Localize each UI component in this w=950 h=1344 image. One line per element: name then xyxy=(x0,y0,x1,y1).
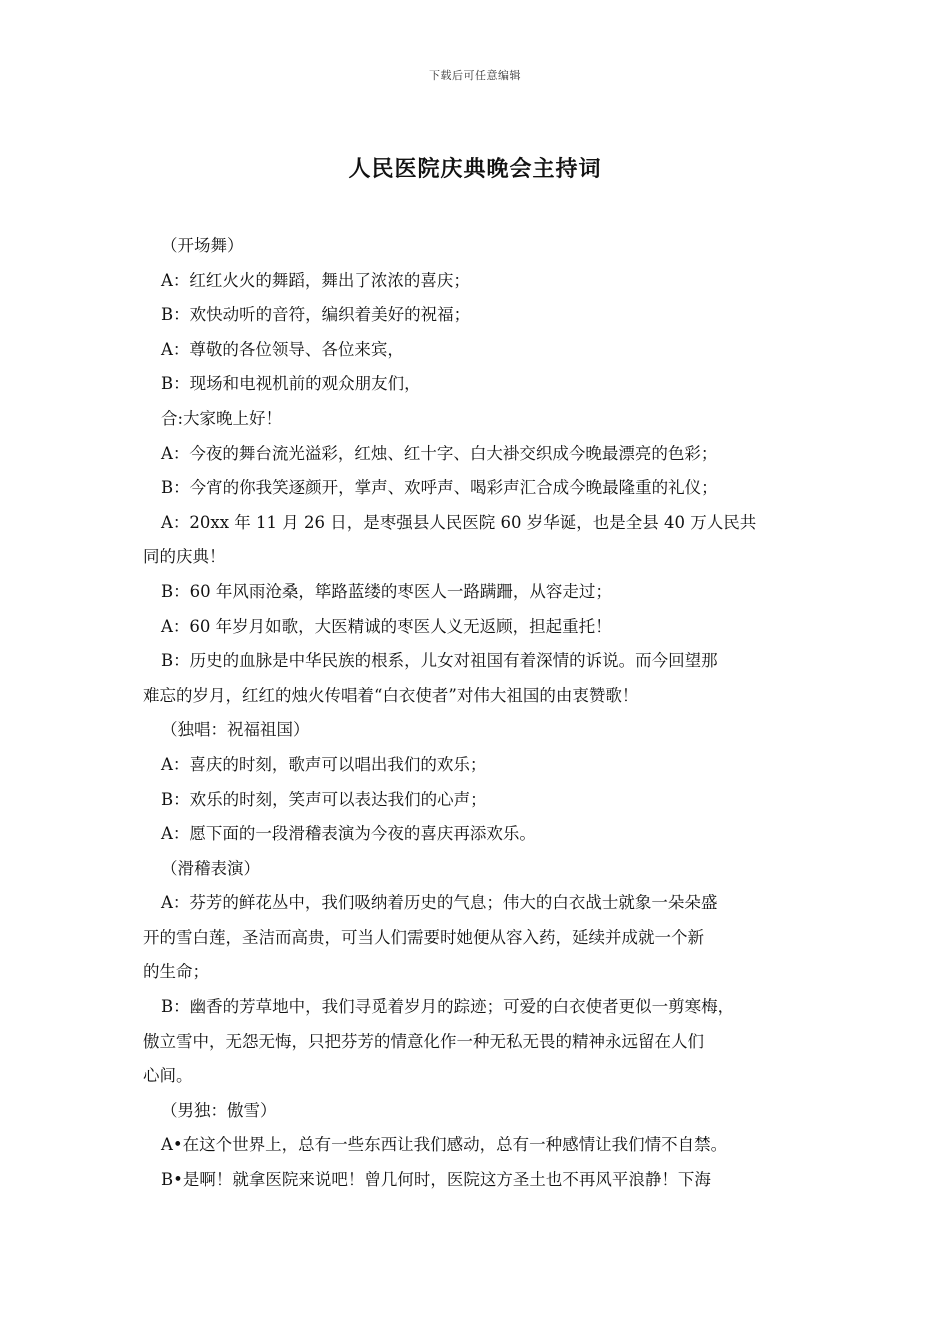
text-line: A：60 年岁月如歌，大医精诚的枣医人义无返顾，担起重托！ xyxy=(161,616,612,636)
text-line: （滑稽表演） xyxy=(161,858,260,878)
header-note: 下载后可任意编辑 xyxy=(429,69,521,82)
text-line: （男独：傲雪） xyxy=(161,1100,277,1120)
document-body xyxy=(143,229,823,1198)
text-line: B：现场和电视机前的观众朋友们， xyxy=(161,374,421,394)
text-line: 开的雪白莲，圣洁而高贵，可当人们需要时她便从容入药，延续并成就一个新 xyxy=(143,927,704,947)
text-line: B：欢快动听的音符，编织着美好的祝福； xyxy=(161,305,471,325)
text-line: B：60 年风雨沧桑，筚路蓝缕的枣医人一路蹒跚，从容走过； xyxy=(161,581,612,601)
text-line: 难忘的岁月，红红的烛火传唱着“白衣使者”对伟大祖国的由衷赞歌！ xyxy=(143,685,639,705)
text-line: B•是啊！就拿医院来说吧！曾几何时，医院这方圣土也不再风平浪静！下海 xyxy=(161,1170,711,1190)
text-line: A•在这个世界上，总有一些东西让我们感动，总有一种感情让我们情不自禁。 xyxy=(161,1135,728,1155)
text-line: A：今夜的舞台流光溢彩，红烛、红十字、白大褂交织成今晚最漂亮的色彩； xyxy=(161,443,718,463)
text-line: 心间。 xyxy=(143,1066,193,1086)
text-line: 合:大家晚上好！ xyxy=(161,408,283,428)
text-line: 同的庆典！ xyxy=(143,547,226,567)
document-title: 人民医院庆典晚会主持词 xyxy=(348,156,602,182)
text-line: B：今宵的你我笑逐颜开，掌声、欢呼声、喝彩声汇合成今晚最隆重的礼仪； xyxy=(161,478,718,498)
text-line: A：尊敬的各位领导、各位来宾， xyxy=(161,339,404,359)
text-line: A：芬芳的鲜花丛中，我们吸纳着历史的气息；伟大的白衣战士就象一朵朵盛 xyxy=(161,893,718,913)
text-line: B：欢乐的时刻，笑声可以表达我们的心声； xyxy=(161,789,487,809)
text-line: 的生命； xyxy=(143,962,209,982)
text-line: 傲立雪中，无怨无悔，只把芬芳的情意化作一种无私无畏的精神永远留在人们 xyxy=(143,1031,704,1051)
text-line: A：愿下面的一段滑稽表演为今夜的喜庆再添欢乐。 xyxy=(161,824,536,844)
text-line: （开场舞） xyxy=(161,236,244,255)
text-line: A：20xx 年 11 月 26 日，是枣强县人民医院 60 岁华诞，也是全县 40 万人民共 xyxy=(161,512,757,532)
text-line: A：红红火火的舞蹈，舞出了浓浓的喜庆； xyxy=(161,270,470,290)
text-line: B：历史的血脉是中华民族的根系，儿女对祖国有着深情的诉说。而今回望那 xyxy=(161,651,718,671)
text-line: B：幽香的芳草地中，我们寻觅着岁月的踪迹；可爱的白衣使者更似一剪寒梅， xyxy=(161,997,735,1017)
text-line: （独唱：祝福祖国） xyxy=(161,720,310,740)
text-line: A：喜庆的时刻，歌声可以唱出我们的欢乐； xyxy=(161,754,487,774)
